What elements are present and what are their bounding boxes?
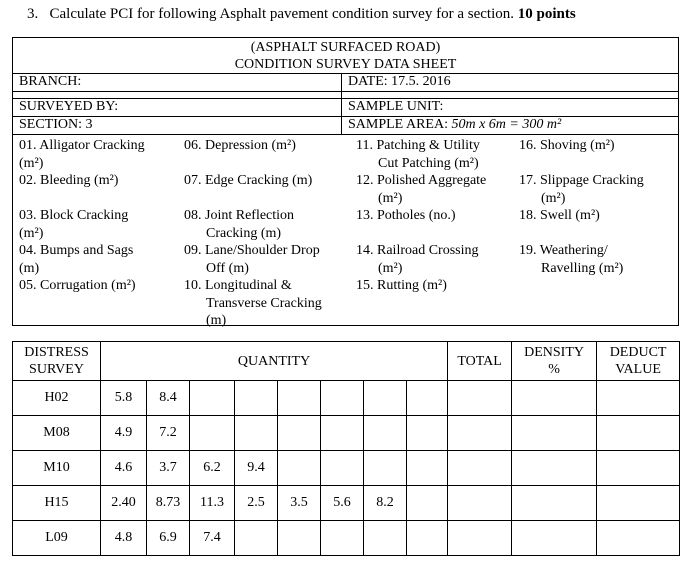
density-cell xyxy=(512,416,597,451)
distress-type-line: (m²) xyxy=(378,190,403,206)
quantity-cell: 8.2 xyxy=(364,486,407,521)
quantity-cell xyxy=(321,381,364,416)
branch-date-row xyxy=(13,73,678,91)
quantity-cell xyxy=(321,451,364,486)
sheet-title-line2: CONDITION SURVEY DATA SHEET xyxy=(234,57,457,72)
question-points: 10 points xyxy=(517,6,576,22)
header-survey: SURVEY xyxy=(29,362,84,377)
quantity-cell xyxy=(235,416,278,451)
question-number: 3. xyxy=(27,6,39,22)
header-deduct xyxy=(597,342,680,381)
distress-column-2 xyxy=(184,137,356,330)
distress-type-line: 16. Shoving (m²) xyxy=(519,138,615,153)
distress-types-list xyxy=(13,134,678,328)
question-heading xyxy=(27,6,576,23)
quantity-cell xyxy=(278,451,321,486)
distress-type-line xyxy=(519,225,684,243)
header-density-unit: % xyxy=(548,362,560,377)
total-cell xyxy=(448,381,512,416)
distress-code-cell: L09 xyxy=(13,521,101,556)
spacer-row xyxy=(13,91,678,98)
distress-type-line: 06. Depression (m²) xyxy=(184,138,296,153)
distress-type-line: 13. Potholes (no.) xyxy=(356,208,456,223)
quantity-cell xyxy=(190,416,235,451)
distress-type-line: (m) xyxy=(206,313,227,328)
total-cell xyxy=(448,451,512,486)
distress-type-line: (m²) xyxy=(541,190,566,206)
quantity-cell: 2.5 xyxy=(235,486,278,521)
date-label: DATE: 17.5. 2016 xyxy=(348,74,451,89)
branch-label: BRANCH: xyxy=(13,74,342,91)
sheet-title xyxy=(13,38,678,73)
header-distress-survey xyxy=(13,342,101,381)
quantity-cell: 4.6 xyxy=(101,451,147,486)
distress-type-line: 01. Alligator Cracking xyxy=(19,138,145,153)
table-row xyxy=(13,486,680,521)
distress-type-line: 03. Block Cracking xyxy=(19,208,129,223)
distress-code-cell: M08 xyxy=(13,416,101,451)
quantity-cell xyxy=(190,381,235,416)
distress-type-line: 11. Patching & Utility xyxy=(356,138,480,153)
distress-type-line: 15. Rutting (m²) xyxy=(356,278,447,293)
quantity-cell xyxy=(278,381,321,416)
quantity-cell xyxy=(235,521,278,556)
distress-code-cell: H02 xyxy=(13,381,101,416)
quantity-cell xyxy=(407,486,448,521)
distress-type-line: Transverse Cracking xyxy=(206,295,322,311)
deduct-value-cell xyxy=(597,521,680,556)
quantity-cell xyxy=(364,451,407,486)
density-cell xyxy=(512,521,597,556)
header-distress: DISTRESS xyxy=(24,345,89,360)
distress-type-line xyxy=(184,190,356,208)
survey-body xyxy=(13,381,680,556)
distress-type-line: 17. Slippage Cracking xyxy=(519,173,644,188)
header-total: TOTAL xyxy=(448,342,512,381)
distress-type-line: 19. Weathering/ xyxy=(519,243,608,258)
quantity-cell: 6.2 xyxy=(190,451,235,486)
table-row xyxy=(13,521,680,556)
quantity-cell: 8.4 xyxy=(147,381,190,416)
quantity-cell xyxy=(407,521,448,556)
distress-type-line: 18. Swell (m²) xyxy=(519,208,600,223)
total-cell xyxy=(448,521,512,556)
distress-type-line: 08. Joint Reflection xyxy=(184,208,295,223)
distress-type-line: 14. Railroad Crossing xyxy=(356,243,479,258)
deduct-value-cell xyxy=(597,451,680,486)
quantity-cell: 5.6 xyxy=(321,486,364,521)
distress-type-line: (m²) xyxy=(378,260,403,276)
distress-type-line: (m) xyxy=(19,260,40,276)
distress-type-line: Ravelling (m²) xyxy=(541,260,624,276)
question-text: Calculate PCI for following Asphalt pavement condition survey for a section. xyxy=(49,6,514,22)
sample-unit-label: SAMPLE UNIT: xyxy=(348,99,444,114)
quantity-cell: 4.8 xyxy=(101,521,147,556)
quantity-cell: 9.4 xyxy=(235,451,278,486)
distress-column-4 xyxy=(519,137,684,330)
surveyed-by-label: SURVEYED BY: xyxy=(13,99,342,116)
quantity-cell xyxy=(407,381,448,416)
condition-survey-sheet xyxy=(12,37,679,326)
quantity-cell xyxy=(364,521,407,556)
quantity-cell: 3.5 xyxy=(278,486,321,521)
section-label: SECTION: 3 xyxy=(13,117,342,134)
distress-type-line xyxy=(356,225,519,243)
quantity-cell: 11.3 xyxy=(190,486,235,521)
sample-area-value: 50m x 6m = 300 m² xyxy=(451,117,562,132)
header-quantity: QUANTITY xyxy=(101,342,448,381)
section-row xyxy=(13,116,678,134)
total-cell xyxy=(448,486,512,521)
table-row xyxy=(13,416,680,451)
sample-area-label: SAMPLE AREA: xyxy=(348,117,448,132)
distress-code-cell: M10 xyxy=(13,451,101,486)
header-density-label: DENSITY xyxy=(524,345,585,360)
quantity-cell: 3.7 xyxy=(147,451,190,486)
quantity-cell xyxy=(278,416,321,451)
distress-type-line: 04. Bumps and Sags xyxy=(19,243,134,258)
quantity-cell: 7.4 xyxy=(190,521,235,556)
survey-header-row xyxy=(13,342,680,381)
quantity-cell: 7.2 xyxy=(147,416,190,451)
distress-type-line: 09. Lane/Shoulder Drop xyxy=(184,243,320,258)
quantity-cell xyxy=(278,521,321,556)
header-deduct-label: DEDUCT xyxy=(609,345,667,360)
quantity-cell xyxy=(321,416,364,451)
table-row xyxy=(13,381,680,416)
quantity-cell xyxy=(407,451,448,486)
distress-type-line: Cut Patching (m²) xyxy=(378,155,479,171)
quantity-cell: 8.73 xyxy=(147,486,190,521)
spacer-left xyxy=(13,92,342,98)
deduct-value-cell xyxy=(597,416,680,451)
survey-table xyxy=(12,341,680,556)
sheet-title-line1: (ASPHALT SURFACED ROAD) xyxy=(250,40,441,55)
quantity-cell: 6.9 xyxy=(147,521,190,556)
quantity-cell: 5.8 xyxy=(101,381,147,416)
distress-column-1 xyxy=(19,137,184,330)
total-cell xyxy=(448,416,512,451)
deduct-value-cell xyxy=(597,381,680,416)
header-deduct-value: VALUE xyxy=(615,362,661,377)
distress-type-line: (m²) xyxy=(19,155,44,171)
distress-type-line: Off (m) xyxy=(206,260,249,276)
quantity-cell xyxy=(364,416,407,451)
distress-type-line: (m²) xyxy=(19,225,44,241)
quantity-cell xyxy=(407,416,448,451)
distress-type-line xyxy=(519,155,684,173)
table-row xyxy=(13,451,680,486)
deduct-value-cell xyxy=(597,486,680,521)
distress-type-line xyxy=(19,190,184,208)
density-cell xyxy=(512,486,597,521)
distress-type-line: 12. Polished Aggregate xyxy=(356,173,487,188)
header-density xyxy=(512,342,597,381)
quantity-cell: 4.9 xyxy=(101,416,147,451)
distress-code-cell: H15 xyxy=(13,486,101,521)
sample-area xyxy=(342,117,678,134)
quantity-cell xyxy=(321,521,364,556)
distress-type-line: 07. Edge Cracking (m) xyxy=(184,173,313,188)
quantity-cell: 2.40 xyxy=(101,486,147,521)
quantity-cell xyxy=(364,381,407,416)
distress-column-3 xyxy=(356,137,519,330)
quantity-cell xyxy=(235,381,278,416)
spacer-right xyxy=(342,92,678,98)
distress-type-line: 02. Bleeding (m²) xyxy=(19,173,119,188)
distress-type-line: Cracking (m) xyxy=(206,225,282,241)
surveyed-row xyxy=(13,98,678,116)
density-cell xyxy=(512,381,597,416)
density-cell xyxy=(512,451,597,486)
distress-type-line: 05. Corrugation (m²) xyxy=(19,278,136,293)
distress-type-line: 10. Longitudinal & xyxy=(184,278,292,293)
distress-type-line xyxy=(184,155,356,173)
